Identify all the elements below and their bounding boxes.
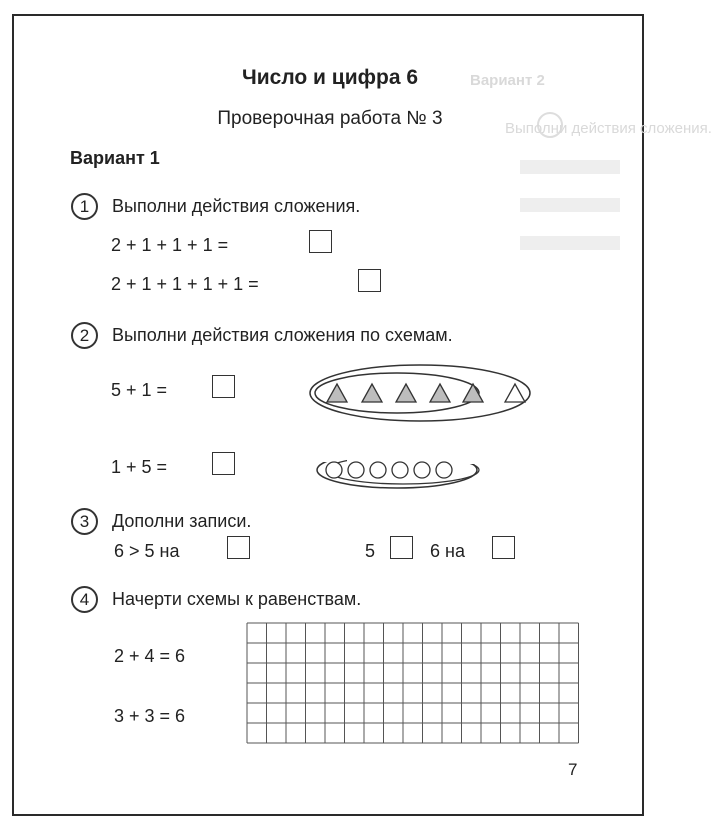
ghost-variant-title: Вариант 2 bbox=[470, 72, 545, 89]
task3-number: 3 bbox=[71, 508, 98, 535]
page-title: Число и цифра 6 bbox=[241, 66, 419, 89]
circles-scheme bbox=[315, 448, 490, 493]
task2-answer-box1[interactable] bbox=[212, 375, 235, 398]
ghost-bar bbox=[520, 160, 620, 174]
page-number: 7 bbox=[568, 760, 578, 779]
triangles-scheme bbox=[300, 360, 540, 430]
circle bbox=[370, 462, 386, 478]
task2-answer-box2[interactable] bbox=[212, 452, 235, 475]
task4-number: 4 bbox=[71, 586, 98, 613]
ghost-line: Выполни действия сложения. bbox=[505, 120, 712, 137]
arc-gap-mask bbox=[347, 448, 492, 464]
circle bbox=[392, 462, 408, 478]
task2-expr2: 1 + 5 = bbox=[111, 457, 168, 477]
triangle-shaded bbox=[396, 384, 416, 402]
task1-number: 1 bbox=[71, 193, 98, 220]
task2-text: Выполни действия сложения по схемам. bbox=[112, 325, 453, 345]
task1-expr2: 2 + 1 + 1 + 1 + 1 = bbox=[111, 274, 259, 294]
triangle-shaded bbox=[362, 384, 382, 402]
task1-text: Выполни действия сложения. bbox=[112, 196, 361, 216]
circle bbox=[326, 462, 342, 478]
triangle-shaded bbox=[430, 384, 450, 402]
task4-text: Начерти схемы к равенствам. bbox=[112, 589, 362, 609]
task3-right-mid: 6 на bbox=[430, 541, 465, 561]
triangle-empty bbox=[505, 384, 525, 402]
task3-left-expr: 6 > 5 на bbox=[114, 541, 180, 561]
task1-answer-box1[interactable] bbox=[309, 230, 332, 253]
task2-expr1: 5 + 1 = bbox=[111, 380, 168, 400]
task4-eq1: 2 + 4 = 6 bbox=[114, 646, 186, 666]
circle bbox=[414, 462, 430, 478]
variant-label: Вариант 1 bbox=[70, 148, 160, 168]
task3-text: Дополни записи. bbox=[112, 511, 252, 531]
triangle-shaded bbox=[463, 384, 483, 402]
task3-sign-box[interactable] bbox=[390, 536, 413, 559]
task3-right-left: 5 bbox=[365, 541, 376, 561]
triangle-shaded bbox=[327, 384, 347, 402]
task3-answer-box2[interactable] bbox=[492, 536, 515, 559]
circle bbox=[436, 462, 452, 478]
ghost-bar bbox=[520, 236, 620, 250]
task2-number: 2 bbox=[71, 322, 98, 349]
drawing-grid[interactable] bbox=[246, 622, 580, 746]
task3-answer-box1[interactable] bbox=[227, 536, 250, 559]
task4-eq2: 3 + 3 = 6 bbox=[114, 706, 186, 726]
ghost-bar bbox=[520, 198, 620, 212]
circle bbox=[348, 462, 364, 478]
page-subtitle: Проверочная работа № 3 bbox=[217, 108, 443, 129]
task1-answer-box2[interactable] bbox=[358, 269, 381, 292]
task1-expr1: 2 + 1 + 1 + 1 = bbox=[111, 235, 229, 255]
